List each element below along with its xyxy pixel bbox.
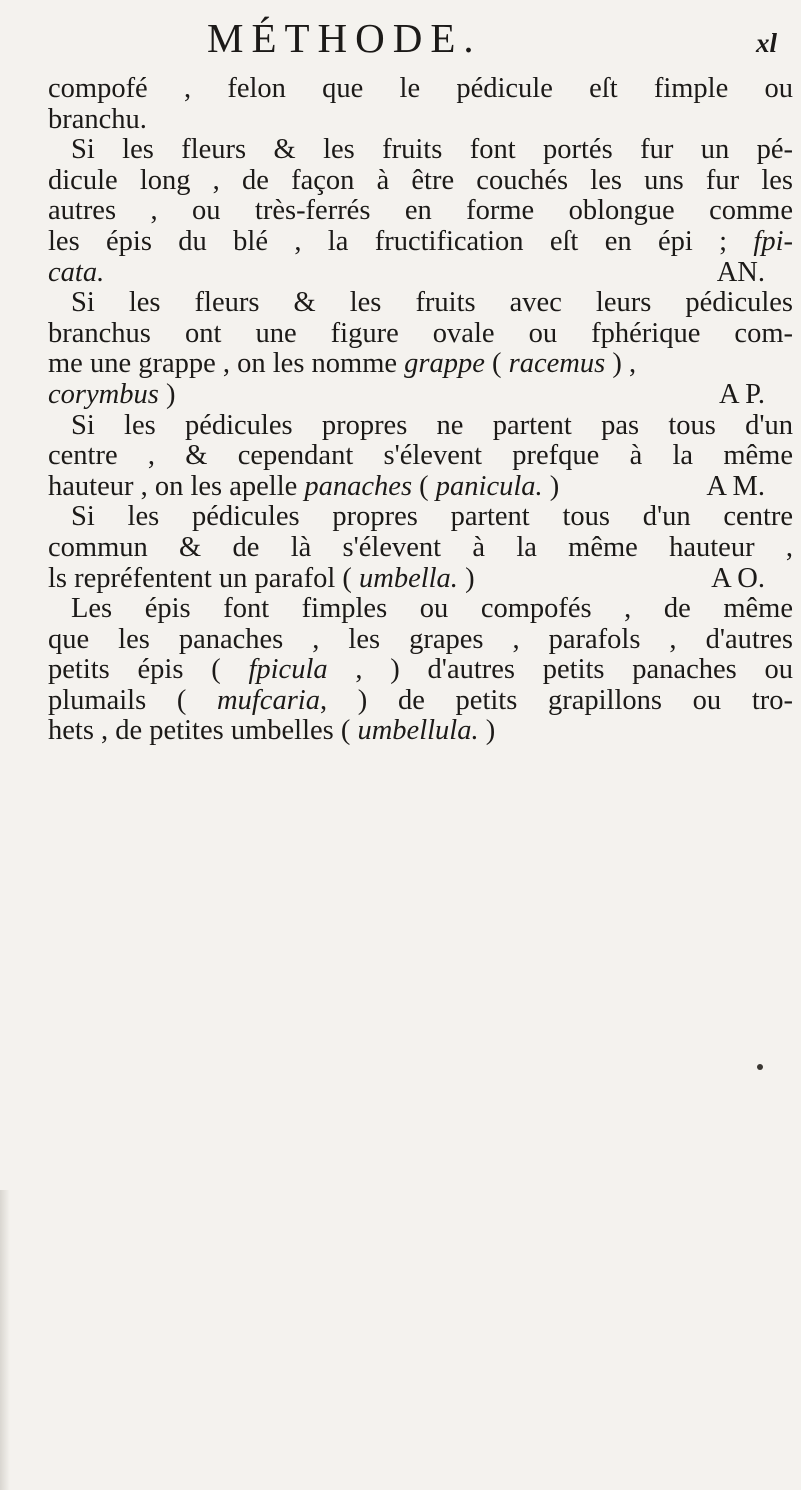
- latin-term: panicula.: [435, 470, 543, 502]
- latin-term: cata.: [48, 256, 105, 288]
- line-text: petits épis (: [48, 654, 249, 686]
- section-ref: A M.: [706, 470, 765, 502]
- line-text: hauteur , on les apelle: [48, 470, 305, 502]
- text-line: que les panaches , les grapes , parafols , d'autres: [48, 623, 793, 655]
- punct: ): [478, 715, 496, 747]
- latin-term: fpi-: [753, 225, 793, 257]
- body-text: [48, 74, 793, 747]
- page-edge-shadow: [0, 1190, 10, 1490]
- punct: , ) d'autres petits panaches ou: [327, 654, 793, 686]
- text-line: compofé , felon que le pédicule eſt fimple ou: [48, 73, 793, 104]
- latin-term: corymbus: [48, 378, 159, 410]
- line-text: hets , de petites umbelles (: [48, 715, 358, 747]
- text-line: [48, 655, 793, 686]
- punct: , ) de petits grapillons ou tro-: [319, 684, 794, 716]
- line-text: me une grappe , on les nomme: [48, 348, 405, 380]
- text-line: centre , & cependant s'élevent prefque à la même: [48, 440, 793, 472]
- text-line: branchu.: [48, 103, 147, 135]
- line-text: plumails (: [48, 684, 218, 716]
- text-line: [48, 349, 793, 380]
- text-line: [48, 686, 793, 717]
- text-line: Si les pédicules propres partent tous d'un centre: [71, 501, 793, 533]
- punct: ): [158, 378, 176, 410]
- text-line: Les épis font fimples ou compofés , de même: [71, 593, 793, 625]
- text-line: [48, 227, 793, 258]
- latin-term: umbella.: [358, 562, 458, 594]
- text-line: [48, 258, 793, 289]
- section-ref: AN.: [716, 256, 765, 288]
- section-ref: A O.: [711, 562, 765, 594]
- punct: (: [412, 470, 436, 502]
- text-line: [48, 716, 793, 747]
- punct: (: [484, 348, 509, 380]
- text-line: [48, 564, 793, 595]
- text-line: autres , ou très-ferrés en forme oblongue comme: [48, 195, 793, 227]
- page-number: xl: [756, 28, 778, 58]
- page-header: [0, 14, 801, 74]
- line-text: les épis du blé , la fructification eſt en épi ;: [48, 225, 754, 257]
- french-term: grappe: [404, 348, 485, 380]
- running-title: MÉTHODE.: [207, 15, 482, 61]
- punct: ): [542, 470, 560, 502]
- text-line: Si les pédicules propres ne partent pas tous d'un: [71, 409, 793, 441]
- french-term: panaches: [304, 470, 413, 502]
- text-line: Si les fleurs & les fruits avec leurs pédicules: [71, 287, 793, 319]
- latin-term: racemus: [508, 348, 606, 380]
- text-line: branchus ont une figure ovale ou fphérique com-: [48, 317, 793, 349]
- latin-term: umbellula.: [357, 715, 479, 747]
- text-line: dicule long , de façon à être couchés les uns fur les: [48, 164, 793, 196]
- latin-term: fpicula: [248, 654, 328, 686]
- text-line: commun & de là s'élevent à la même hauteur ,: [48, 531, 793, 563]
- ink-speck: [757, 1064, 763, 1070]
- punct: ) ,: [605, 348, 637, 380]
- text-line: [48, 472, 793, 503]
- section-ref: A P.: [719, 378, 765, 410]
- text-line: Si les fleurs & les fruits font portés fur un pé-: [71, 134, 793, 166]
- text-line: [48, 380, 793, 411]
- line-text: ls repréfentent un parafol (: [48, 562, 359, 594]
- punct: ): [457, 562, 475, 594]
- latin-term: mufcaria: [217, 684, 320, 716]
